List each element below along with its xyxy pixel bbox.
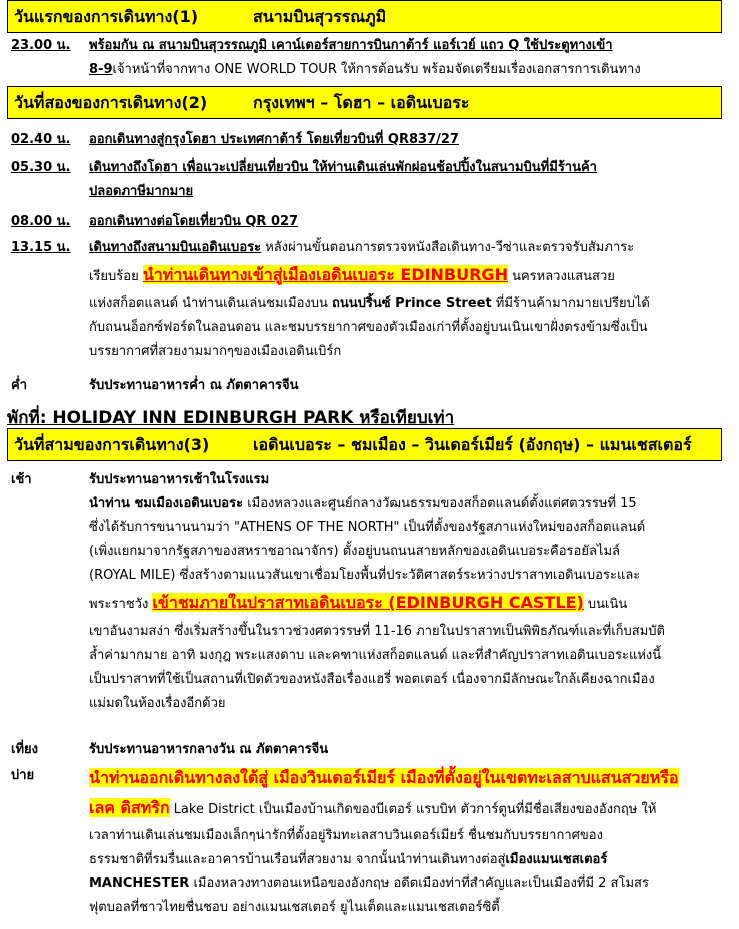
itinerary-item — [11, 34, 726, 82]
day2-header — [7, 86, 722, 119]
item-text: พร้อมกัน ณ สนามบินสุวรรณภูมิ เคาน์เตอร์สายการบินกาต้าร์ แอร์เวย์ แถว Q ใช้ประตูทางเข้า — [89, 38, 613, 53]
day2-label: วันที่สองของการเดินทาง(2) — [14, 93, 208, 112]
item-text: ซึ่งได้รับการขนานนามว่า "ATHENS OF THE NORTH" เป็นที่ตั้งของรัฐสภาแห่งใหม่ของสก็อตแลนด์ — [89, 520, 646, 535]
day1-place: สนามบินสุวรรณภูมิ — [253, 7, 387, 26]
item-text: ออกเดินทางสู่กรุงโดฮา ประเทศกาต้าร์ โดยเที่ยวบินที่ QR837/27 — [89, 132, 459, 147]
item-text: หลังผ่านขั้นตอนการตรวจหนังสือเดินทาง-วีซ่าและตรวจรับสัมภาระ — [261, 240, 635, 255]
highlight-text: เลค ดิสทริก — [89, 798, 170, 817]
itinerary-item — [11, 764, 726, 920]
item-text: รับประทานอาหารกลางวัน ณ ภัตตาคารจีน — [89, 742, 329, 757]
day1-label: วันแรกของการเดินทาง(1) — [14, 7, 199, 26]
time-label: 05.30 น. — [11, 160, 71, 175]
item-text: บรรยากาศที่สวยงามมากๆของเมืองเอดินเบิร์ก — [89, 344, 342, 359]
highlight-text: นำท่านเดินทางเข้าสู่เมืองเอดินเบอระ EDINBURGH — [142, 265, 508, 284]
item-text: พระราชวัง — [89, 597, 153, 612]
itinerary-item — [11, 128, 726, 152]
time-label: 08.00 น. — [11, 214, 71, 229]
item-text: แม่มดในห้องเรื่องอีกด้วย — [89, 696, 226, 711]
time-label: 23.00 น. — [11, 38, 71, 53]
item-text: Lake District เป็นเมืองบ้านเกิดของบีเตอร์ แรบบิท ตัวการ์ตูนที่มีชื่อเสียงของอังกฤษ ให้ — [169, 802, 657, 817]
item-text: เมืองแมนเชสเตอร์ — [505, 852, 608, 867]
day1-header — [7, 0, 722, 33]
time-label: 13.15 น. — [11, 240, 71, 255]
item-text: เดินทางถึงสนามบินเอดินเบอระ — [89, 240, 262, 255]
item-text: เจ้าหน้าที่จากทาง ONE WORLD TOUR ให้การต้อนรับ พร้อมจัดเตรียมเรื่องเอกสารการเดินทาง — [112, 62, 641, 77]
item-text: รับประทานอาหารเช้าในโรงแรม — [89, 472, 270, 487]
item-text: ถนนปริ้นซ์ Prince Street — [332, 296, 492, 311]
hotel-line: พักที่: HOLIDAY INN EDINBURGH PARK หรือเทียบเท่า — [7, 408, 455, 428]
day3-label: วันที่สามของการเดินทาง(3) — [14, 435, 210, 454]
time-label: ค่ำ — [11, 378, 27, 393]
day2-place: กรุงเทพฯ – โดฮา – เอดินเบอระ — [253, 93, 470, 112]
itinerary-item — [11, 468, 726, 716]
gate-number: 8-9 — [89, 62, 113, 77]
item-text: ธรรมชาติที่รมรื่นและอาคารบ้านเรือนที่สวยงาม จากนั้นนำท่านเดินทางต่อสู่ — [89, 852, 506, 867]
itinerary-item — [11, 236, 726, 364]
item-text: รับประทานอาหารค่ำ ณ ภัตตาคารจีน — [89, 378, 299, 393]
item-text: บนเนิน — [583, 597, 628, 612]
item-text: ฟุตบอลที่ชาวไทยชื่นชอบ อย่างแมนเชสเตอร์ ยูไนเต็ดและแมนเชสเตอร์ซิตี้ — [89, 900, 500, 915]
item-text: เป็นปราสาทที่ใช้เป็นสถานที่เปิดตัวของหนังสือเรื่องแฮรี่ พอตเตอร์ เนื่องจากมีลักษณะใกล้เคียงฉากเมือง — [89, 672, 655, 687]
item-text: เมืองหลวงและศูนย์กลางวัฒนธรรมของสก็อตแลนด์ตั้งแต่ศตวรรษที่ 15 — [243, 496, 637, 511]
time-label: เช้า — [11, 472, 32, 487]
day3-header — [7, 428, 722, 461]
item-text: ที่มีร้านค้ามากมายเปรียบได้ — [491, 296, 650, 311]
item-text: นำท่าน ชมเมืองเอดินเบอระ — [89, 496, 244, 511]
item-text: นครหลวงแสนสวย — [507, 269, 615, 284]
time-label: เที่ยง — [11, 742, 38, 757]
itinerary-item — [11, 210, 726, 234]
highlight-text: นำท่านออกเดินทางลงใต้สู่ เมืองวินเดอร์เมียร์ เมืองที่ตั้งอยู่ในเขตทะเลสาบแสนสวยหรือ — [89, 768, 679, 787]
item-text: เรียบร้อย — [89, 269, 143, 284]
item-text: แห่งสก็อตแลนด์ นำท่านเดินเล่นชมเมืองบน — [89, 296, 333, 311]
time-label: 02.40 น. — [11, 132, 71, 147]
item-text: ออกเดินทางต่อโดยเที่ยวบิน QR 027 — [89, 214, 299, 229]
item-text: กับถนนอ็อกซ์ฟอร์ดในลอนดอน และชมบรรยากาศของตัวเมืองเก่าที่ตั้งอยู่บนเนินเขาฝั่งตรงข้ามซึ่งเป็น — [89, 320, 648, 335]
item-text: ล้ำค่ามากมาย อาทิ มงกุฎ พระแสงดาบ และคฑาแห่งสก็อตแลนด์ และที่สำคัญปราสาทเอดินเบอระแห่งนี้ — [89, 648, 662, 663]
item-text: เขาอันงามสง่า ซึ่งเริ่มสร้างขึ้นในราวช่วงศตวรรษที่ 11-16 ภายในปราสาทเป็นพิพิธภัณฑ์และที่เก็บสมบัติ — [89, 624, 665, 639]
item-text: MANCHESTER — [89, 876, 190, 891]
item-text: เดินทางถึงโดฮา เพื่อแวะเปลี่ยนเที่ยวบิน ให้ท่านเดินเล่นพักผ่อนช้อปปิ้งในสนามบินที่มีร้านค้า — [89, 160, 597, 175]
highlight-text: เข้าชมภายในปราสาทเอดินเบอระ (EDINBURGH CASTLE) — [152, 593, 584, 612]
itinerary-item — [11, 374, 726, 398]
itinerary-item — [11, 738, 726, 762]
item-text: (เพิ่งแยกมาจากรัฐสภาของสหราชอาณาจักร) ตั้งอยู่บนถนนสายหลักของเอดินเบอระคือรอยัลไมล์ — [89, 544, 621, 559]
item-text: เมืองหลวงทางตอนเหนือของอังกฤษ อดีตเมืองท่าที่สำคัญและเป็นเมืองที่มี 2 สโมสร — [189, 876, 649, 891]
itinerary-item — [11, 156, 726, 204]
item-text: ปลอดภาษีมากมาย — [89, 184, 194, 199]
day3-place: เอดินเบอระ – ชมเมือง – วินเดอร์เมียร์ (อังกฤษ) – แมนเชสเตอร์ — [253, 435, 692, 454]
item-text: (ROYAL MILE) ซึ่งสร้างตามแนวสันเขาเชื่อมโยงพื้นที่ประวัติศาสตร์ระหว่างปราสาทเอดินเบอระและ — [89, 568, 641, 583]
time-label: บ่าย — [11, 768, 35, 783]
item-text: เวลาท่านเดินเล่นชมเมืองเล็กๆน่ารักที่ตั้งอยู่ริมทะเลสาบวินเดอร์เมียร์ ชื่นชมกับบรรยากาศของ — [89, 828, 603, 843]
